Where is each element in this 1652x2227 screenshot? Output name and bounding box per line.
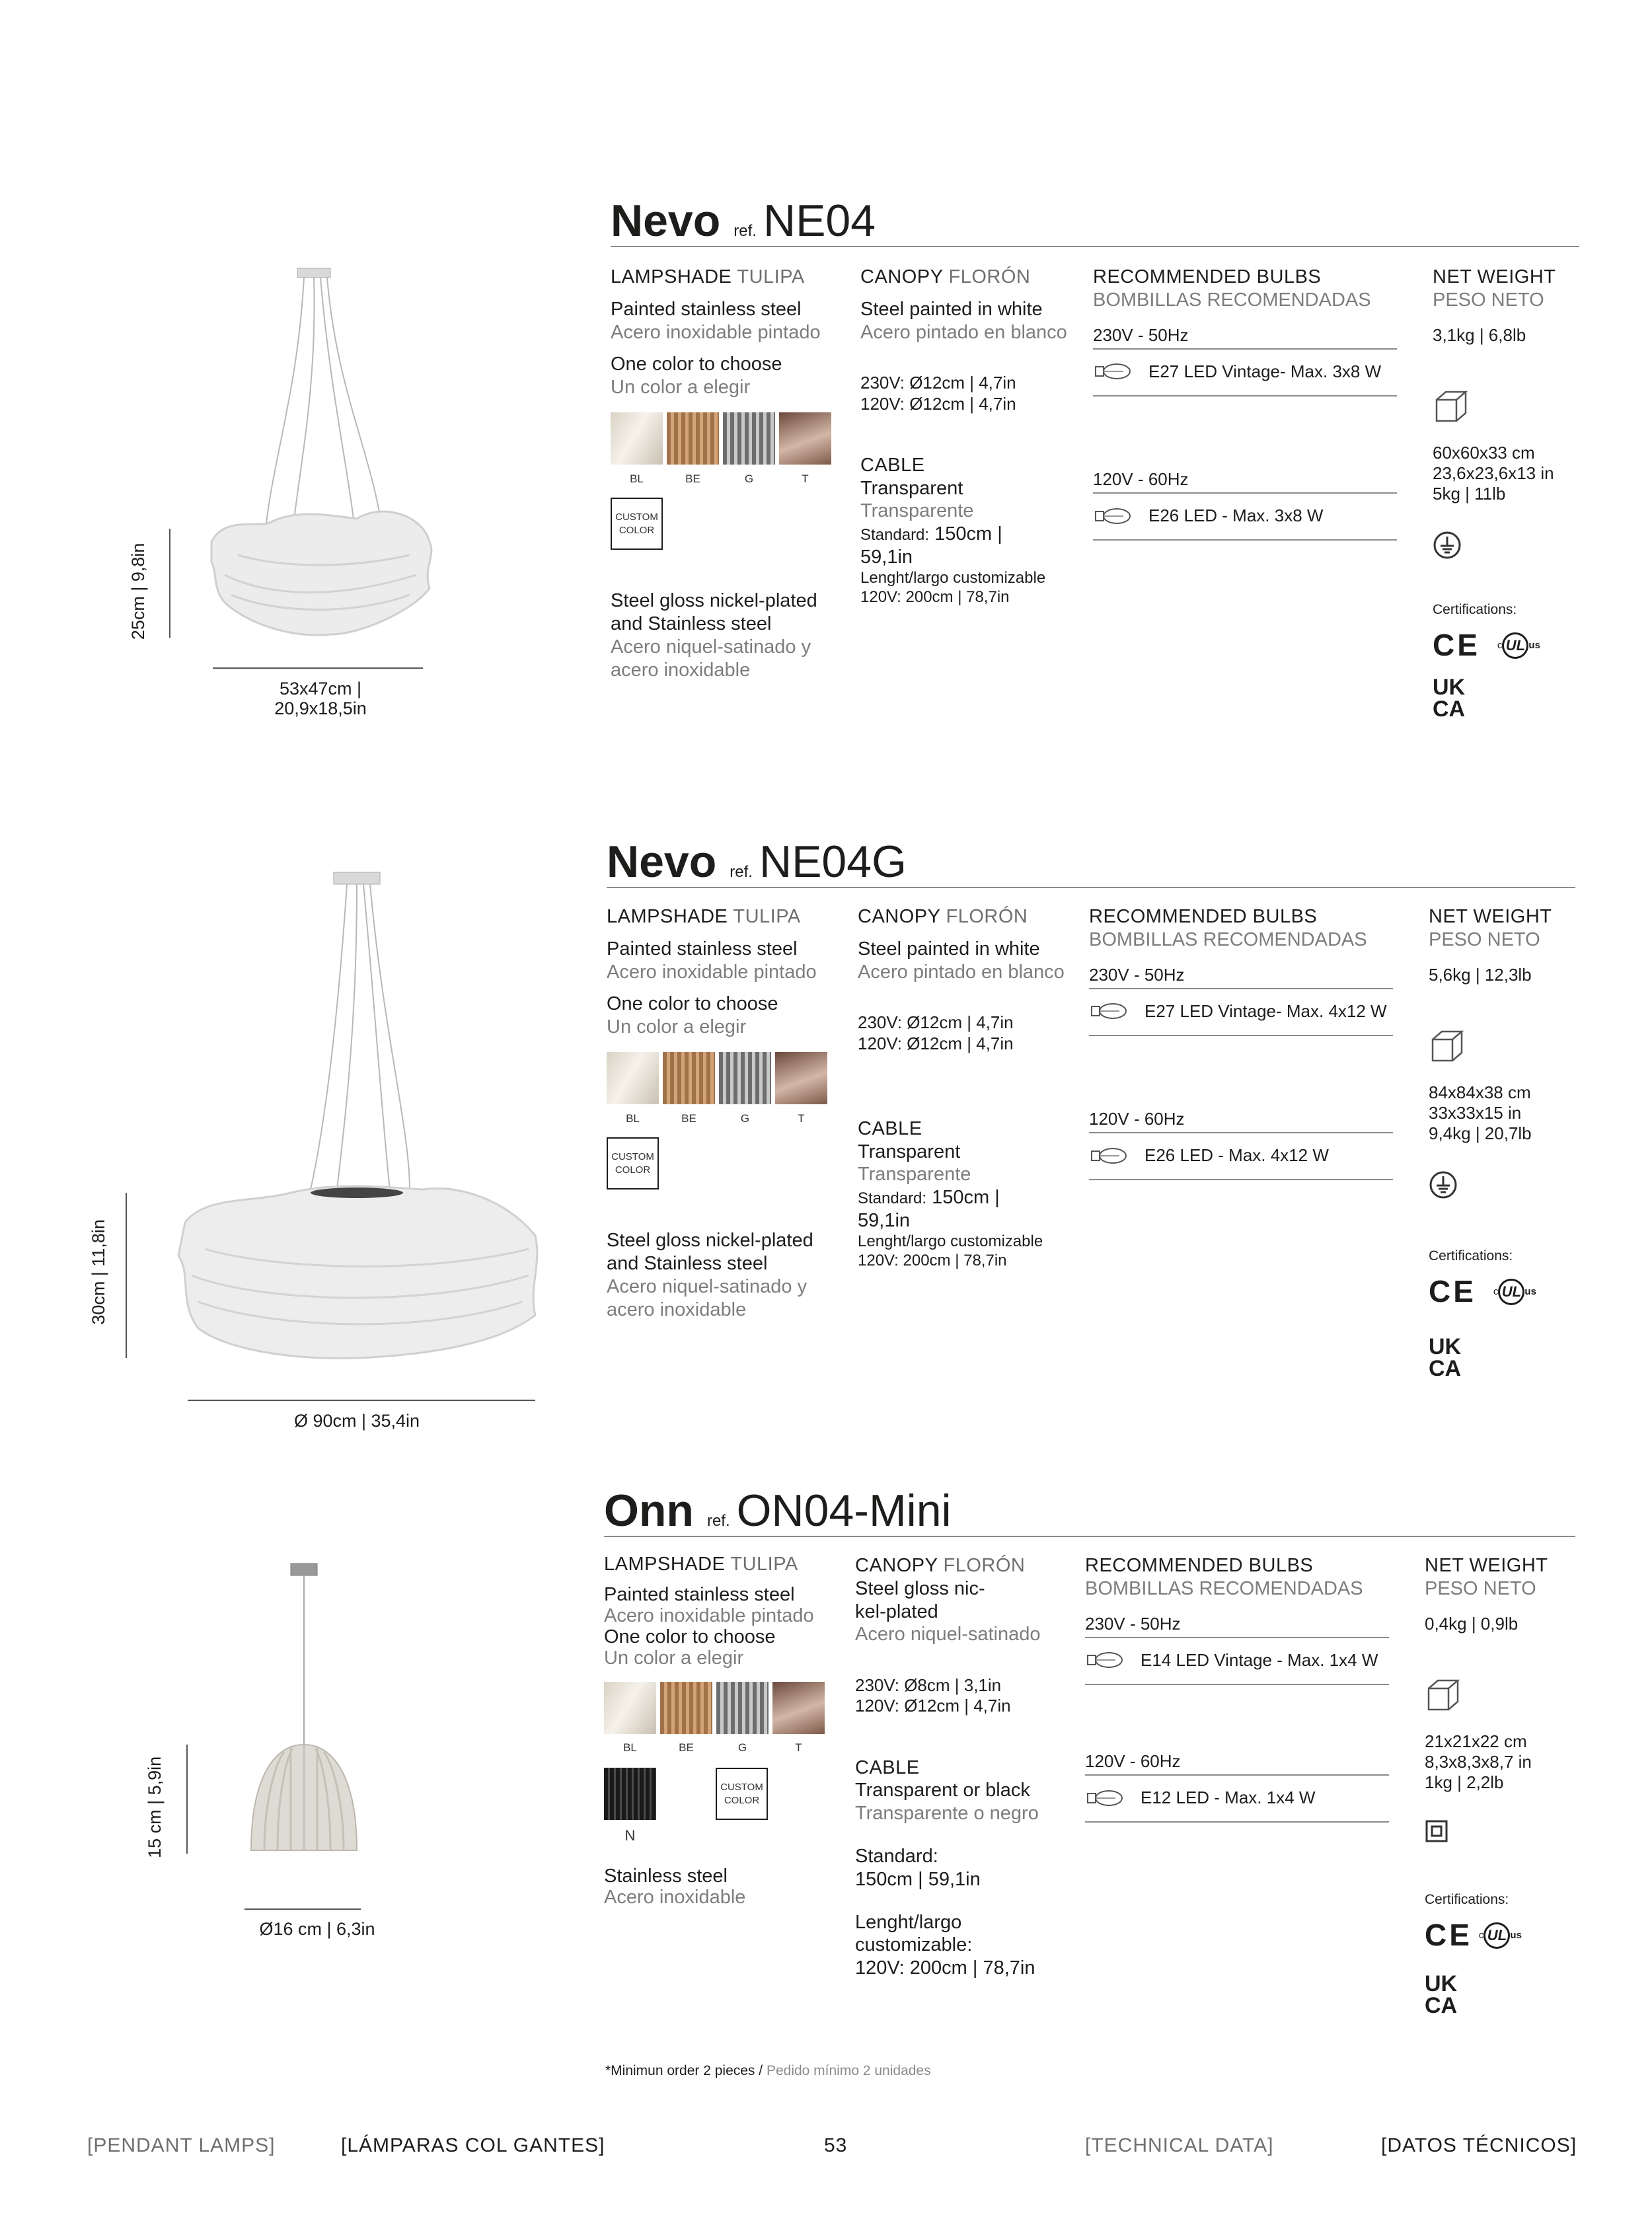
color-swatches bbox=[611, 412, 848, 486]
swatch-g[interactable]: G bbox=[719, 1052, 771, 1125]
ul-mark-icon: c UL us bbox=[1493, 1279, 1536, 1305]
box-icon bbox=[1429, 1028, 1466, 1065]
swatch-be[interactable]: BE bbox=[667, 412, 719, 486]
height-dim-label: 15 cm | 5,9in bbox=[145, 1756, 165, 1858]
custom-color-box[interactable]: CUSTOM COLOR bbox=[716, 1768, 768, 1820]
width-dim-label: Ø 90cm | 35,4in bbox=[293, 1411, 420, 1431]
title-rule bbox=[607, 887, 1575, 888]
swatch-t[interactable]: T bbox=[779, 412, 831, 486]
ul-mark-icon: c UL us bbox=[1497, 632, 1540, 659]
height-dim-line bbox=[126, 1193, 127, 1358]
lampshade-column: LAMPSHADE TULIPA Painted stainless steel Acero inoxidable pintado One color to choose Un color a elegir BL BE G T CUSTOM COLOR Steel gloss nickel-plated and Stainless steel Acero niquel-satinado y acero inoxidable bbox=[607, 905, 845, 1322]
swatch-be[interactable]: BE bbox=[663, 1052, 715, 1125]
minimum-order-note: *Minimun order 2 pieces / Pedido mínimo 2 unidades bbox=[605, 2063, 931, 2078]
bulb-icon bbox=[1085, 1651, 1125, 1669]
ul-mark-icon: c UL us bbox=[1479, 1922, 1522, 1949]
swatch-bl[interactable]: BL bbox=[607, 1052, 659, 1125]
bulb-icon bbox=[1093, 508, 1133, 525]
ce-mark-icon: CE bbox=[1433, 628, 1480, 663]
ground-icon bbox=[1433, 531, 1462, 560]
width-dim-line bbox=[244, 1908, 361, 1910]
height-dim-label: 30cm | 11,8in bbox=[89, 1219, 109, 1325]
weight-column: NET WEIGHT PESO NETO 5,6kg | 12,3lb 84x84x38 cm 33x33x15 in 9,4kg | 20,7lb Certifications: CE c UL us UK CA bbox=[1429, 905, 1581, 1379]
lamp-illustration bbox=[238, 1560, 370, 1864]
height-dim-label: 25cm | 9,8in bbox=[128, 543, 149, 640]
footer-technical-data: [TECHNICAL DATA] bbox=[1085, 2134, 1274, 2156]
height-dim-line bbox=[186, 1745, 188, 1854]
canopy-column: CANOPY FLORÓN Steel gloss nic-kel-plated Acero niquel-satinado 230V: Ø8cm | 3,1in 120V: Ø12cm | 4,7in CABLE Transparent or black Transparente o negro Standard: 150cm | 59,1in Lenght/largo customizable: 120V: 200cm | 78,7in bbox=[855, 1555, 1041, 1979]
lamp-illustration bbox=[198, 264, 449, 661]
lampshade-column: LAMPSHADE TULIPA Painted stainless steel Acero inoxidable pintado One color to choose Un color a elegir BL BE G T CUSTOM COLOR Steel gloss nickel-plated and Stainless steel Acero niquel-satinado y acero inoxidable bbox=[611, 266, 848, 682]
swatch-t[interactable]: T bbox=[775, 1052, 827, 1125]
ukca-mark-icon: UK CA bbox=[1425, 1971, 1458, 2018]
product-title: Onn ref. ON04-Mini bbox=[604, 1486, 952, 1536]
bulbs-column: RECOMMENDED BULBS BOMBILLAS RECOMENDADAS 230V - 50Hz E27 LED Vintage- Max. 3x8 W 120V - 60Hz E26 LED - Max. 3x8 W bbox=[1093, 266, 1410, 541]
swatch-bl[interactable]: BL bbox=[604, 1682, 656, 1755]
lamp-illustration bbox=[159, 866, 555, 1368]
ce-mark-icon: CE bbox=[1425, 1918, 1472, 1953]
color-swatches bbox=[607, 1052, 845, 1125]
bulb-icon bbox=[1089, 1002, 1129, 1020]
width-dim-line bbox=[188, 1400, 535, 1401]
width-dim-line bbox=[213, 667, 423, 669]
lampshade-column: LAMPSHADE TULIPA Painted stainless steel Acero inoxidable pintado One color to choose Un color a elegir BL BE G T N CUSTOM COLOR Stainless steel Acero inoxidable bbox=[604, 1554, 842, 1908]
swatch-t[interactable]: T bbox=[772, 1682, 825, 1755]
color-swatches bbox=[604, 1682, 842, 1755]
canopy-column: CANOPY FLORÓN Steel painted in white Acero pintado en blanco 230V: Ø12cm | 4,7in 120V: Ø12cm | 4,7in CABLE Transparent Transparente Standard: 150cm | 59,1in Lenght/largo customizable 120V: 200cm | 78,7in bbox=[860, 266, 1067, 606]
title-rule bbox=[611, 246, 1579, 247]
width-dim-label: Ø16 cm | 6,3in bbox=[259, 1919, 375, 1939]
width-dim-label: 53x47cm | 20,9x18,5in bbox=[274, 679, 367, 718]
ukca-mark-icon: UK CA bbox=[1433, 675, 1466, 722]
weight-column: NET WEIGHT PESO NETO 3,1kg | 6,8lb 60x60x33 cm 23,6x23,6x13 in 5kg | 11lb Certifications: CE c UL us UK CA bbox=[1433, 266, 1585, 720]
bulb-icon bbox=[1093, 363, 1133, 380]
swatch-n[interactable]: N bbox=[604, 1768, 656, 1844]
swatch-bl[interactable]: BL bbox=[611, 412, 663, 486]
product-title: Nevo ref. NE04 bbox=[611, 196, 876, 246]
footer-lamparas: [LÁMPARAS COL GANTES] bbox=[341, 2134, 605, 2156]
box-icon bbox=[1425, 1677, 1462, 1714]
bulbs-column: RECOMMENDED BULBS BOMBILLAS RECOMENDADAS 230V - 50Hz E27 LED Vintage- Max. 4x12 W 120V - 60Hz E26 LED - Max. 4x12 W bbox=[1089, 905, 1406, 1180]
bulb-icon bbox=[1085, 1790, 1125, 1807]
page-number: 53 bbox=[824, 2134, 848, 2156]
canopy-column: CANOPY FLORÓN Steel painted in white Acero pintado en blanco 230V: Ø12cm | 4,7in 120V: Ø12cm | 4,7in CABLE Transparent Transparente Standard: 150cm | 59,1in Lenght/largo customizable 120V: 200cm | 78,7in bbox=[858, 906, 1065, 1269]
weight-column: NET WEIGHT PESO NETO 0,4kg | 0,9lb 21x21x22 cm 8,3x8,3x8,7 in 1kg | 2,2lb Certifications: CE c UL us UK CA bbox=[1425, 1554, 1577, 2016]
ce-mark-icon: CE bbox=[1429, 1274, 1476, 1309]
footer-pendant-lamps: [PENDANT LAMPS] bbox=[87, 2134, 276, 2156]
product-title: Nevo ref. NE04G bbox=[607, 837, 907, 887]
custom-color-box[interactable]: CUSTOM COLOR bbox=[607, 1137, 659, 1189]
bulb-icon bbox=[1089, 1147, 1129, 1164]
bulbs-column: RECOMMENDED BULBS BOMBILLAS RECOMENDADAS 230V - 50Hz E14 LED Vintage - Max. 1x4 W 120V - 60Hz E12 LED - Max. 1x4 W bbox=[1085, 1554, 1402, 1823]
class-ii-icon bbox=[1425, 1819, 1448, 1843]
title-rule bbox=[604, 1536, 1575, 1537]
swatch-be[interactable]: BE bbox=[660, 1682, 712, 1755]
swatch-g[interactable]: G bbox=[716, 1682, 769, 1755]
custom-color-box[interactable]: CUSTOM COLOR bbox=[611, 498, 663, 550]
height-dim-line bbox=[169, 529, 170, 638]
swatch-g[interactable]: G bbox=[723, 412, 775, 486]
ground-icon bbox=[1429, 1170, 1458, 1199]
box-icon bbox=[1433, 388, 1470, 425]
ukca-mark-icon: UK CA bbox=[1429, 1334, 1462, 1381]
footer-datos-tecnicos: [DATOS TÉCNICOS] bbox=[1381, 2134, 1577, 2156]
